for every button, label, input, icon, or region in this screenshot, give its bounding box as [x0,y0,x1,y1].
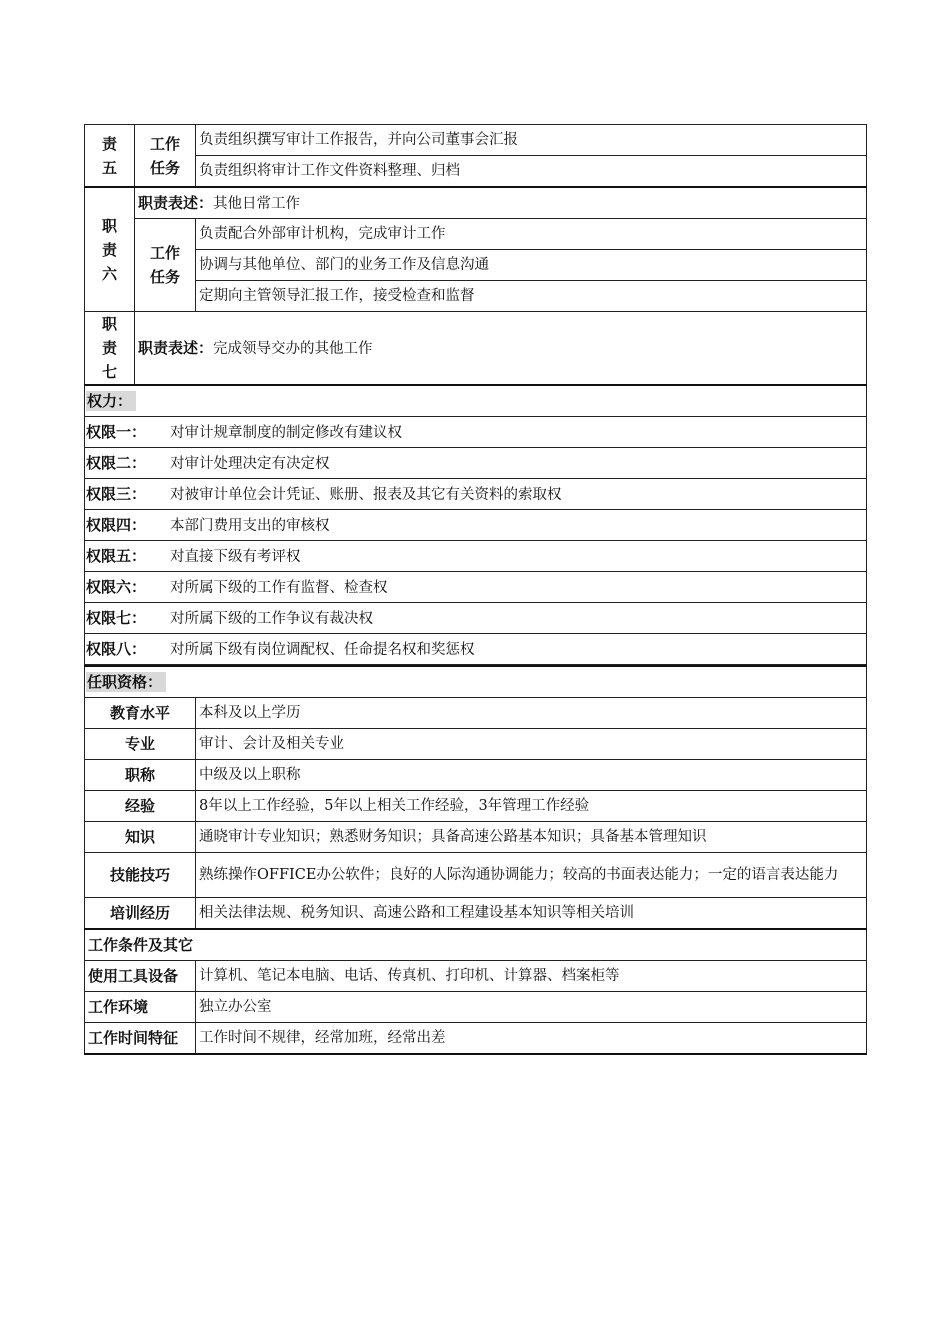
conditions-value: 工作时间不规律，经常加班，经常出差 [196,1023,867,1055]
qualification-label: 专业 [85,729,196,760]
power-row-5: 权限五： 对直接下级有考评权 [85,541,867,572]
duty6-task-label: 工作 任务 [135,219,196,312]
qualification-label: 经验 [85,791,196,822]
qualification-row-7 [85,898,867,930]
qualification-row-4 [85,791,867,822]
conditions-label: 工作环境 [85,992,196,1023]
power-row-2: 权限二： 对审计处理决定有决定权 [85,448,867,479]
power-row-6: 权限六： 对所属下级的工作有监督、检查权 [85,572,867,603]
duty7-row [85,312,867,386]
qualification-label: 教育水平 [85,698,196,729]
duty6-task-3: 定期向主管领导汇报工作，接受检查和监督 [196,281,867,312]
qualification-value: 中级及以上职称 [196,760,867,791]
qualification-value: 相关法律法规、税务知识、高速公路和工程建设基本知识等相关培训 [196,898,867,930]
power-section-title: 权力： [86,391,136,411]
conditions-label: 工作时间特征 [85,1023,196,1055]
duty6-task-2: 协调与其他单位、部门的业务工作及信息沟通 [196,250,867,281]
power-row-8: 权限八： 对所属下级有岗位调配权、任命提名权和奖惩权 [85,634,867,665]
duty5-task-1: 负责组织撰写审计工作报告，并向公司董事会汇报 [196,125,867,156]
duty5-task-2: 负责组织将审计工作文件资料整理、归档 [196,156,867,188]
power-row-1: 权限一： 对审计规章制度的制定修改有建议权 [85,417,867,448]
duty5-label: 责 五 [85,125,135,188]
duty7-desc: 职责表述：完成领导交办的其他工作 [135,312,867,386]
duty7-label: 职 责 七 [85,312,135,386]
duty6-task-row-1 [85,219,867,250]
qualification-row-6 [85,853,867,898]
qualification-label: 培训经历 [85,898,196,930]
power-row-3: 权限三： 对被审计单位会计凭证、账册、报表及其它有关资料的索取权 [85,479,867,510]
job-description-table [84,124,867,665]
duty6-task-row-2 [85,250,867,281]
duty5-task-row-2 [85,156,867,188]
conditions-value: 独立办公室 [196,992,867,1023]
qualification-label: 技能技巧 [85,853,196,898]
duty6-desc: 职责表述：其他日常工作 [135,187,867,219]
qualification-value: 审计、会计及相关专业 [196,729,867,760]
conditions-row-2 [85,992,867,1023]
conditions-section-header [85,929,867,961]
qualification-section-title: 任职资格： [86,672,166,692]
power-row-4: 权限四： 本部门费用支出的审核权 [85,510,867,541]
qualification-row-2 [85,729,867,760]
conditions-row-3 [85,1023,867,1055]
qualification-section-header [85,666,867,698]
qualification-value: 通晓审计专业知识；熟悉财务知识；具备高速公路基本知识；具备基本管理知识 [196,822,867,853]
power-row-7: 权限七： 对所属下级的工作争议有裁决权 [85,603,867,634]
qualification-table [84,665,867,1055]
qualification-row-5 [85,822,867,853]
job-description-document [84,124,866,1055]
power-section-header [85,385,867,417]
conditions-row-1 [85,961,867,992]
duty5-task-row-1 [85,125,867,156]
conditions-label: 使用工具设备 [85,961,196,992]
qualification-label: 职称 [85,760,196,791]
qualification-value: 8年以上工作经验，5年以上相关工作经验，3年管理工作经验 [196,791,867,822]
qualification-value: 本科及以上学历 [196,698,867,729]
duty6-label: 职 责 六 [85,187,135,312]
duty6-desc-row [85,187,867,219]
qualification-value: 熟练操作OFFICE办公软件；良好的人际沟通协调能力；较高的书面表达能力；一定的语言表达能力 [196,853,867,898]
duty5-task-label: 工作 任务 [135,125,196,188]
qualification-row-1 [85,698,867,729]
duty6-task-1: 负责配合外部审计机构，完成审计工作 [196,219,867,250]
conditions-value: 计算机、笔记本电脑、电话、传真机、打印机、计算器、档案柜等 [196,961,867,992]
qualification-row-3 [85,760,867,791]
qualification-label: 知识 [85,822,196,853]
conditions-section-title: 工作条件及其它 [85,929,867,961]
duty6-task-row-3 [85,281,867,312]
